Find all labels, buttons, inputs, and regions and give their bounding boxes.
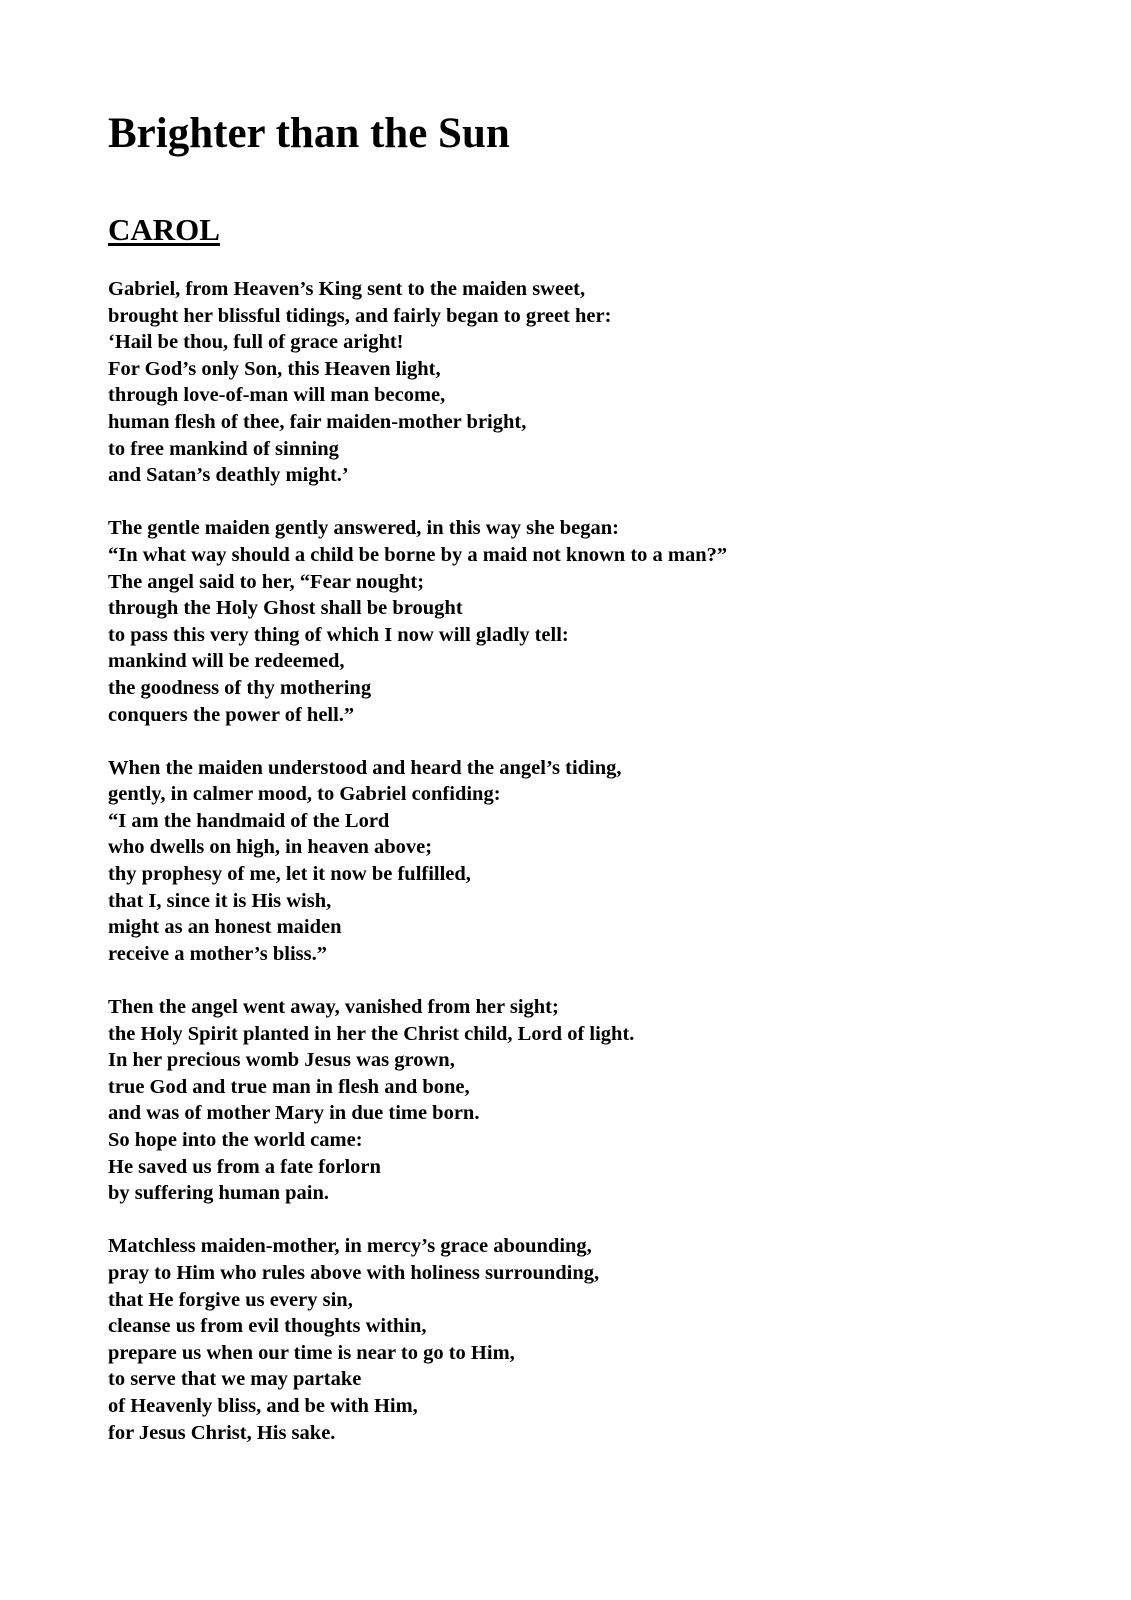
verse-3	[108, 755, 1068, 968]
verse-line: and Satan’s deathly might.’	[108, 464, 349, 487]
verse-line: the goodness of thy mothering	[108, 676, 372, 699]
verse-4	[108, 994, 1068, 1207]
verse-line: to pass this very thing of which I now will gladly tell:	[108, 623, 569, 646]
verse-line: He saved us from a fate forlorn	[108, 1155, 381, 1178]
verse-line: for Jesus Christ, His sake.	[108, 1421, 336, 1444]
verse-line: by suffering human pain.	[108, 1182, 330, 1205]
verse-line: In her precious womb Jesus was grown,	[108, 1049, 455, 1072]
verse-line: When the maiden understood and heard the angel’s tiding,	[108, 756, 622, 779]
verse-line: gently, in calmer mood, to Gabriel confiding:	[108, 783, 501, 806]
verse-line: conquers the power of hell.”	[108, 703, 355, 726]
verse-line: thy prophesy of me, let it now be fulfilled,	[108, 863, 471, 886]
verse-line: human flesh of thee, fair maiden-mother bright,	[108, 410, 527, 433]
verse-line: through the Holy Ghost shall be brought	[108, 597, 463, 620]
verse-line: cleanse us from evil thoughts within,	[108, 1315, 427, 1338]
verse-line: to free mankind of sinning	[108, 437, 339, 460]
verse-line: brought her blissful tidings, and fairly began to greet her:	[108, 304, 612, 327]
verse-line: For God’s only Son, this Heaven light,	[108, 357, 441, 380]
document-title: Brighter than the Sun	[108, 110, 510, 157]
verse-line: The angel said to her, “Fear nought;	[108, 570, 425, 593]
verse-line: receive a mother’s bliss.”	[108, 942, 327, 965]
verse-line: who dwells on high, in heaven above;	[108, 836, 433, 859]
verse-line: Gabriel, from Heaven’s King sent to the maiden sweet,	[108, 278, 586, 300]
verse-line: “In what way should a child be borne by a maid not known to a man?”	[108, 543, 728, 566]
verse-2	[108, 515, 1068, 728]
verse-5	[108, 1233, 1068, 1446]
verse-line: that He forgive us every sin,	[108, 1288, 353, 1311]
section-heading: CAROL	[108, 212, 220, 247]
verse-line: of Heavenly bliss, and be with Him,	[108, 1394, 418, 1417]
verse-line: the Holy Spirit planted in her the Christ child, Lord of light.	[108, 1022, 635, 1045]
verse-line: and was of mother Mary in due time born.	[108, 1102, 480, 1125]
verse-line: Then the angel went away, vanished from her sight;	[108, 996, 559, 1019]
verse-line: The gentle maiden gently answered, in this way she began:	[108, 517, 620, 540]
document-page	[108, 108, 1068, 1473]
verse-line: So hope into the world came:	[108, 1129, 363, 1151]
verse-line: that I, since it is His wish,	[108, 889, 332, 912]
verses-container	[108, 276, 1068, 1446]
verse-line: true God and true man in flesh and bone,	[108, 1075, 470, 1098]
verse-line: to serve that we may partake	[108, 1368, 362, 1391]
verse-line: ‘Hail be thou, full of grace aright!	[108, 331, 404, 354]
verse-line: “I am the handmaid of the Lord	[108, 809, 390, 832]
verse-line: pray to Him who rules above with holiness surrounding,	[108, 1261, 600, 1284]
verse-line: might as an honest maiden	[108, 916, 342, 939]
verse-1	[108, 276, 1068, 489]
verse-line: through love-of-man will man become,	[108, 384, 446, 407]
verse-line: mankind will be redeemed,	[108, 650, 345, 673]
verse-line: Matchless maiden-mother, in mercy’s grace abounding,	[108, 1235, 592, 1258]
verse-line: prepare us when our time is near to go to Him,	[108, 1341, 515, 1364]
